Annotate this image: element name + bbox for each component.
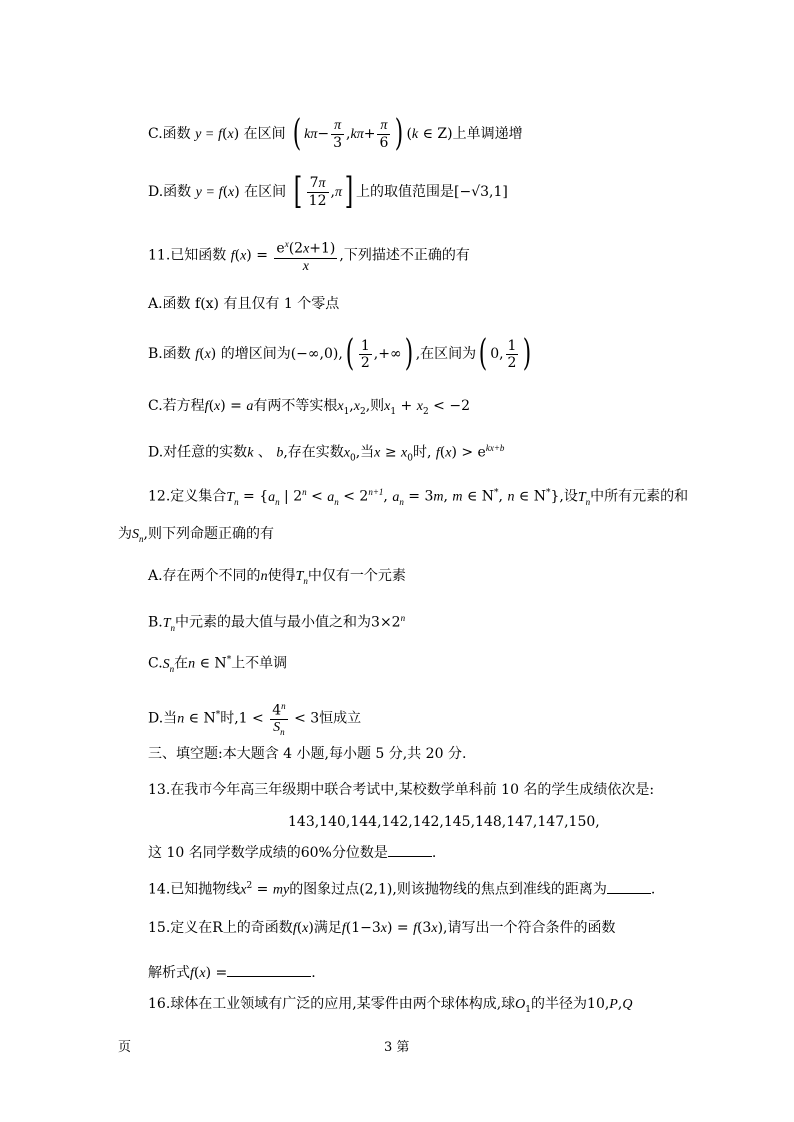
q10-c-prefix: C.函数 <box>148 126 191 142</box>
q11-d-mid: 、 <box>257 444 272 461</box>
q14-answer-blank[interactable] <box>607 879 651 894</box>
q11-stem-prefix: 11.已知函数 <box>148 247 227 264</box>
q15-line2-end: . <box>311 965 316 981</box>
q16: 16.球体在工业领域有广泛的应用,某零件由两个球体构成,球$O_1$的半径为10,P,Q <box>148 996 633 1015</box>
q11-option-a <box>148 294 339 314</box>
q15-line2-prefix: 解析式 <box>148 965 190 981</box>
q11-stem-suffix: ,下列描述不正确的有 <box>339 247 470 264</box>
q16-mid: 的半径为 <box>531 996 588 1012</box>
q12-c-prefix: C. <box>148 655 163 672</box>
q12-option-d: D.当n ∈ N*时,1 < $\frac{4^n}{S_n}$ < 3恒成立 <box>148 698 361 739</box>
q10-c-suffix: 上单调递增 <box>452 126 523 142</box>
q15-prefix: 15.定义在 <box>148 920 213 936</box>
q12-stem: 12.定义集合$T_n = \{a_n$ | $2^n < a_n < 2^{n+1}$, $a_n = 3m$, m ∈ N*, n ∈ N*},设$T_n$中所有元素的和 <box>148 487 689 507</box>
section-3-heading-text: 三、填空题:本大题含 4 小题,每小题 5 分,共 20 分. <box>148 746 467 762</box>
q12-d-suffix: 恒成立 <box>319 710 362 727</box>
q12-d-mid: 时, <box>220 710 239 727</box>
q10-option-d: D.函数 y = f(x) 在区间 [ $\frac{7\pi}{12}$ ,π] 上的取值范围是[−√3,1] <box>148 171 508 212</box>
q13-answer-blank[interactable] <box>388 842 432 857</box>
q13-line3-suffix: 分位数是 <box>331 845 388 861</box>
q10-option-c: C.函数 y = f(x) 在区间 ( kπ− $\frac{\pi}{3}$ ,kπ+ $\frac{\pi}{6}$ ) (k ∈ Z)上单调递增 <box>148 113 523 154</box>
q14: 14.已知抛物线$x^2$ = my的图象过点(2,1),则该抛物线的焦点到准线的距离为 . <box>148 876 655 901</box>
q12-a-mid: 使得 <box>267 568 296 584</box>
q13-percent: 60% <box>300 845 332 861</box>
q12-a-suffix: 中仅有一个元素 <box>307 568 406 584</box>
footer-page-number <box>384 1036 409 1055</box>
q14-prefix: 14.已知抛物线 <box>148 881 241 898</box>
q11-a-text: A.函数 f(x) 有且仅有 1 个零点 <box>148 296 340 312</box>
q12-line2-suffix: ,则下列命题正确的有 <box>143 526 274 542</box>
q13-scores <box>288 812 600 832</box>
q11-b-prefix: B.函数 <box>148 346 191 362</box>
q11-b-mid: 的增区间为 <box>220 346 291 362</box>
q14-end: . <box>650 881 656 898</box>
q13-scores-text: 143,140,144,142,142,145,148,147,147,150, <box>288 814 600 830</box>
q12-stem-mid: ,设 <box>559 488 578 505</box>
q10-d-suffix: 上的取值范围是 <box>356 184 455 200</box>
q13-stem <box>148 780 654 800</box>
q11-c-mid2: ,则 <box>365 398 385 414</box>
q12-b-prefix: B. <box>148 614 163 631</box>
q15-answer-blank[interactable] <box>227 962 311 977</box>
q12-stem-line2: 为$S_n$,则下列命题正确的有 <box>118 526 274 544</box>
q12-option-a: A.存在两个不同的n使得$T_n$中仅有一个元素 <box>148 568 406 586</box>
q13-stem-text: 13.在我市今年高三年级期中联合考试中,某校数学单科前 10 名的学生成绩依次是: <box>148 782 655 798</box>
q13-line3-prefix: 这 10 名同学数学成绩的 <box>148 845 301 861</box>
q15: 15.定义在R上的奇函数f(x)满足f(1−3x) = f(3x),请写出一个符合条件的函数 <box>148 920 616 936</box>
q11-d-prefix: D.对任意的实数 <box>148 444 248 461</box>
q12-stem-prefix: 12.定义集合 <box>148 488 227 505</box>
q11-b-mid2: ,在区间为 <box>415 346 477 362</box>
q11-d-mid2: ,存在实数 <box>283 444 344 461</box>
q14-suffix: ,则该抛物线的焦点到准线的距离为 <box>392 881 607 898</box>
q15-mid: 上的奇函数 <box>222 920 293 936</box>
footer-page-text: 3 第 <box>384 1040 410 1055</box>
q10-d-prefix: D.函数 <box>148 184 192 200</box>
q14-mid: 的图象过点 <box>289 881 360 898</box>
q11-c-prefix: C.若方程 <box>148 398 205 414</box>
q12-b-suffix: 中元素的最大值与最小值之和为 <box>175 614 372 631</box>
q12-option-b: $B.T_n$中元素的最大值与最小值之和为$3\times 2^n$ <box>148 613 406 633</box>
section-3-heading <box>148 744 466 764</box>
q12-c-mid: 在 <box>174 655 189 672</box>
q11-c-mid: 有两不等实根 <box>253 398 338 414</box>
q15-line2: 解析式f(x) = . <box>148 962 316 984</box>
q12-a-prefix: A.存在两个不同的 <box>148 568 261 584</box>
q10-d-mid: 在区间 <box>244 184 287 200</box>
q15-suffix: ,请写出一个符合条件的函数 <box>443 920 616 936</box>
q15-mid2: 满足 <box>313 920 342 936</box>
q12-option-c: $C.S_n$在n ∈ N*上不单调 <box>148 655 288 674</box>
q11-stem: 11.已知函数 f(x) = $\frac{e^x(2x+1)}{x}$ ,下列描述不正确的有 <box>148 236 470 275</box>
q12-d-prefix: D.当 <box>148 710 178 727</box>
q13-line3-end: . <box>431 845 437 861</box>
q11-option-c: C.若方程f(x) = a有两不等实根$x_1,x_2$,则$x_1 + x_2 < -2$ <box>148 398 470 417</box>
q11-d-mid3: ,当 <box>355 444 375 461</box>
q11-d-mid4: 时, <box>412 444 432 461</box>
q10-c-mid: 在区间 <box>243 126 286 142</box>
q11-option-d: D.对任意的实数k 、 b,存在实数$x_0$,当$x \ge x_0$时, $f(x) > e^{kx+b}$ <box>148 443 505 464</box>
q13-question <box>148 842 436 863</box>
q12-stem-suffix: 中所有元素的和 <box>590 488 689 505</box>
q11-option-b: B.函数 f(x) 的增区间为(−∞,0),( $\frac{1}{2}$ ,+∞) ,在区间为( 0, $\frac{1}{2}$ ) <box>148 333 532 374</box>
q16-prefix: 16.球体在工业领域有广泛的应用,某零件由两个球体构成,球 <box>148 996 516 1012</box>
q12-line2-prefix: 为 <box>118 526 132 542</box>
footer-left-text: 页 <box>118 1040 132 1055</box>
q12-c-suffix: 上不单调 <box>231 655 288 672</box>
footer-left <box>118 1036 131 1055</box>
